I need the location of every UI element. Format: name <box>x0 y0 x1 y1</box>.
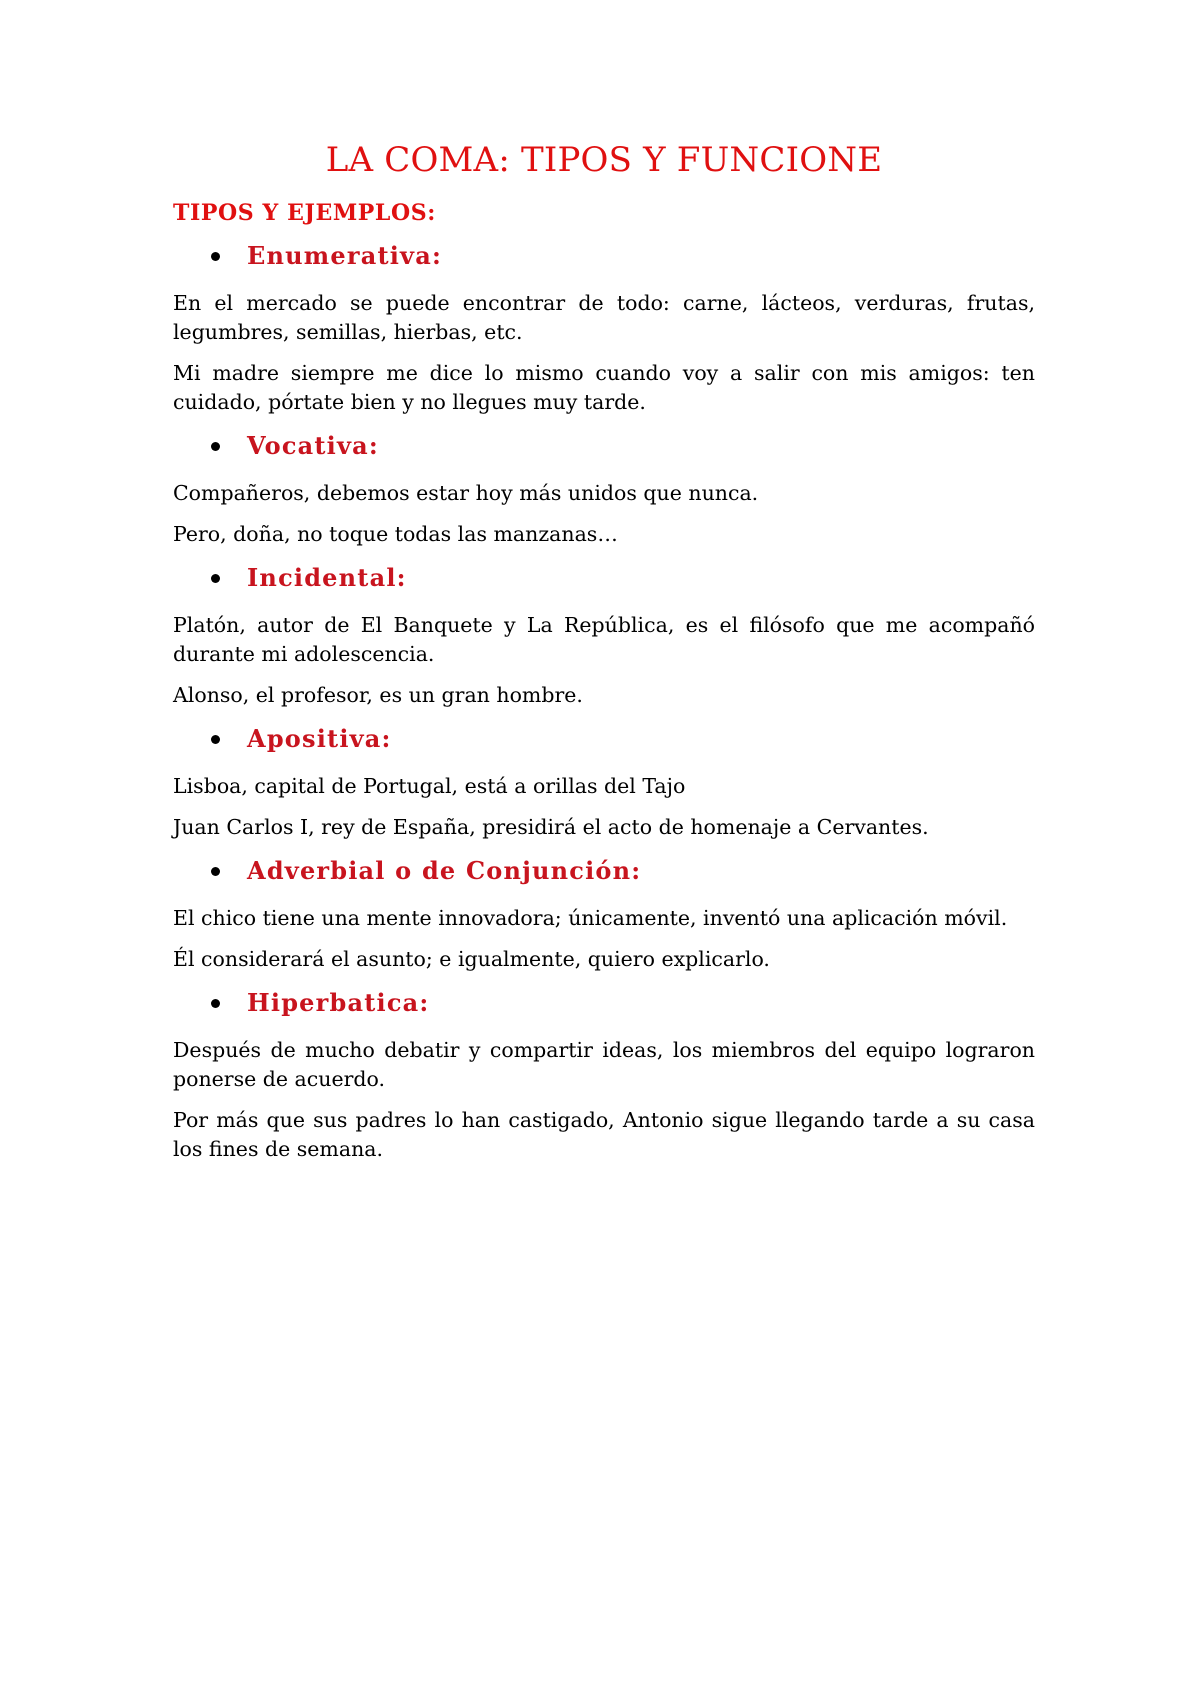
type-title: Adverbial o de Conjunción: <box>247 855 642 885</box>
example-paragraph: Pero, doña, no toque todas las manzanas… <box>173 522 618 547</box>
type-heading <box>173 854 1035 888</box>
example-paragraph: Él considerará el asunto; e igualmente, quiero explicarlo. <box>173 947 770 972</box>
example-paragraph: Alonso, el profesor, es un gran hombre. <box>173 683 583 708</box>
example-paragraph: Por más que sus padres lo han castigado, Antonio sigue llegando tarde a su casa los fines de semana. <box>173 1108 1035 1162</box>
example-paragraph: Después de mucho debatir y compartir ideas, los miembros del equipo lograron ponerse de acuerdo. <box>173 1038 1035 1092</box>
type-title: Apositiva: <box>247 723 392 753</box>
document-title: LA COMA: TIPOS Y FUNCIONE <box>325 140 883 180</box>
type-heading <box>173 429 1035 463</box>
document-content <box>173 140 1035 1176</box>
type-title: Hiperbatica: <box>247 987 430 1017</box>
example-paragraph: Lisboa, capital de Portugal, está a orillas del Tajo <box>173 774 686 799</box>
bullet-icon <box>211 999 220 1008</box>
type-item-vocativa <box>173 429 1035 549</box>
type-item-adverbial <box>173 854 1035 974</box>
type-title: Vocativa: <box>247 430 379 460</box>
example-paragraph: En el mercado se puede encontrar de todo: carne, lácteos, verduras, frutas, legumbres, semillas, hierbas, etc. <box>173 291 1035 345</box>
type-item-apositiva <box>173 722 1035 842</box>
bullet-icon <box>211 867 220 876</box>
type-item-incidental <box>173 561 1035 710</box>
bullet-icon <box>211 735 220 744</box>
type-item-enumerativa <box>173 239 1035 417</box>
example-paragraph: El chico tiene una mente innovadora; únicamente, inventó una aplicación móvil. <box>173 906 1008 931</box>
comma-types-list <box>173 239 1035 1164</box>
bullet-icon <box>211 574 220 583</box>
example-paragraph: Compañeros, debemos estar hoy más unidos que nunca. <box>173 481 759 506</box>
example-paragraph: Platón, autor de El Banquete y La República, es el filósofo que me acompañó durante mi adolescencia. <box>173 613 1035 667</box>
type-heading <box>173 986 1035 1020</box>
type-heading <box>173 239 1035 273</box>
type-title: Incidental: <box>247 562 407 592</box>
type-heading <box>173 722 1035 756</box>
section-heading: TIPOS Y EJEMPLOS: <box>173 199 436 226</box>
type-item-hiperbatica <box>173 986 1035 1164</box>
example-paragraph: Mi madre siempre me dice lo mismo cuando voy a salir con mis amigos: ten cuidado, pórtate bien y no llegues muy tarde. <box>173 361 1035 415</box>
type-heading <box>173 561 1035 595</box>
bullet-icon <box>211 252 220 261</box>
example-paragraph: Juan Carlos I, rey de España, presidirá el acto de homenaje a Cervantes. <box>173 815 929 840</box>
type-title: Enumerativa: <box>247 240 443 270</box>
bullet-icon <box>211 442 220 451</box>
